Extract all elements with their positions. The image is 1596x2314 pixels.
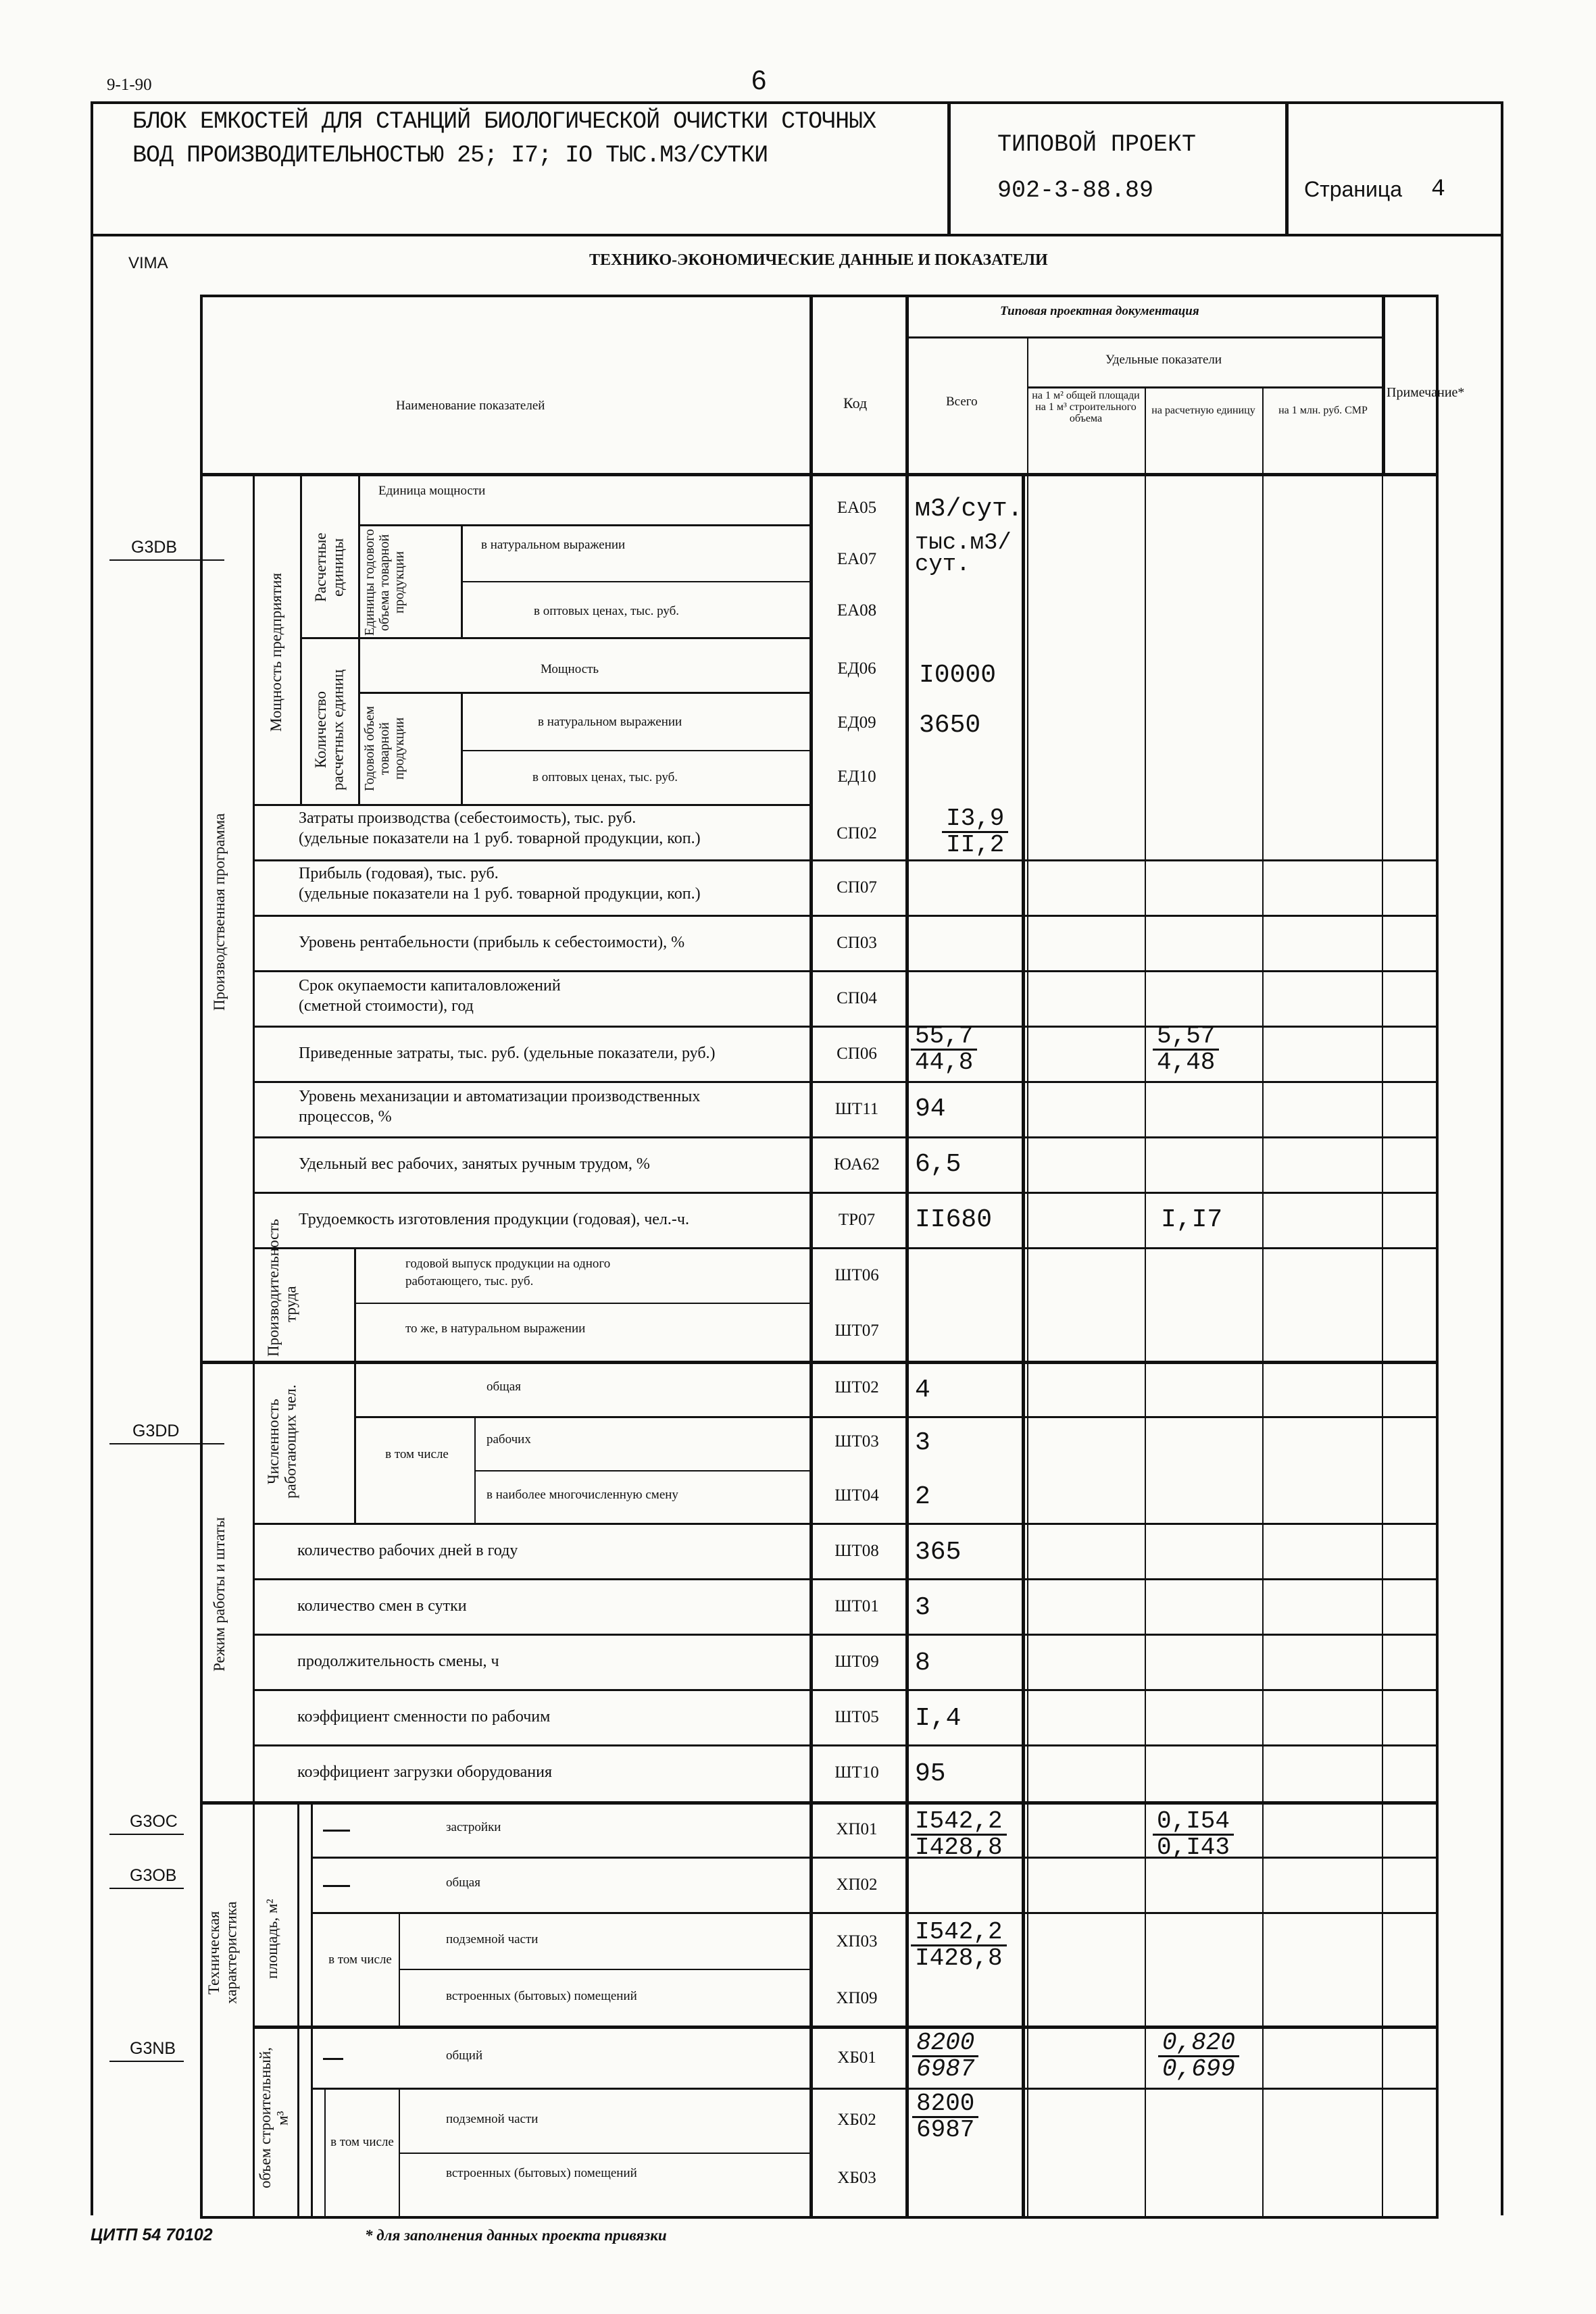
row-hb01-code: ХБ01 bbox=[837, 2048, 876, 2067]
header-title-line2: ВОД ПРОИЗВОДИТЕЛЬНОСТЬЮ 25; I7; IO ТЫС.М3/СУТКИ bbox=[132, 142, 768, 169]
row-hp09-name: встроенных (бытовых) помещений bbox=[446, 1989, 637, 2003]
row-hp01-code: ХП01 bbox=[836, 1820, 878, 1838]
row-sht09-total: 8 bbox=[915, 1649, 930, 1678]
row-sht07-name: то же, в натуральном выражении bbox=[405, 1322, 586, 1336]
row-sp06-total-num: 55,7 bbox=[911, 1024, 977, 1051]
row-hb02-total-num: 8200 bbox=[912, 2092, 978, 2118]
row-hp03-name: подземной части bbox=[446, 1932, 539, 1946]
row-sht10-name: коэффициент загрузки оборудования bbox=[297, 1763, 553, 1781]
row-hp01-unit-num: 0,I54 bbox=[1153, 1809, 1234, 1836]
group-prod-program: Производственная программа bbox=[211, 813, 228, 1011]
row-sht04-total: 2 bbox=[915, 1482, 930, 1511]
col-typical-doc-header: Типовая проектная документация bbox=[1000, 304, 1199, 318]
col-total-header: Всего bbox=[946, 395, 978, 409]
row-sht11-code: ШТ11 bbox=[834, 1100, 879, 1118]
row-sht02-total: 4 bbox=[915, 1376, 930, 1405]
row-sp03-code: СП03 bbox=[837, 934, 877, 952]
row-sht08-name: количество рабочих дней в году bbox=[297, 1542, 518, 1559]
row-hb02-total-den: 6987 bbox=[916, 2116, 975, 2144]
side-code-g3oc: G3OC bbox=[130, 1812, 178, 1831]
row-ea08-code: ЕА08 bbox=[837, 601, 877, 620]
row-ua62-name: Удельный вес рабочих, занятых ручным трудом, % bbox=[299, 1155, 650, 1173]
row-hb01-total-den: 6987 bbox=[916, 2055, 975, 2083]
row-sp02-name1: Затраты производства (себестоимость), тыс. руб. bbox=[299, 809, 637, 827]
row-ua62-total: 6,5 bbox=[915, 1150, 962, 1179]
row-hp03-total-den: I428,8 bbox=[915, 1944, 1003, 1972]
group-workers: Численность работающих чел. bbox=[265, 1384, 299, 1499]
row-sht01-name: количество смен в сутки bbox=[297, 1597, 467, 1615]
row-hp01-total bbox=[911, 1809, 1007, 1860]
row-tr07-code: ТР07 bbox=[838, 1211, 876, 1229]
row-sp06-unit bbox=[1153, 1024, 1219, 1075]
row-hp02-name: общая bbox=[446, 1876, 480, 1890]
row-hb03-code: ХБ03 bbox=[837, 2169, 876, 2187]
row-sht04-name: в наиболее многочисленную смену bbox=[487, 1488, 678, 1502]
row-ed09-name: в натуральном выражении bbox=[538, 715, 682, 729]
row-ed06-code: ЕД06 bbox=[837, 659, 876, 678]
group-annual-units: Единицы годового объема товарной продукции bbox=[362, 529, 407, 636]
row-sp07-code: СП07 bbox=[837, 878, 877, 897]
group-work-mode: Режим работы и штаты bbox=[211, 1517, 228, 1672]
page-value: 4 bbox=[1431, 176, 1446, 203]
row-hb03-name: встроенных (бытовых) помещений bbox=[446, 2166, 637, 2180]
row-tr07-name: Трудоемкость изготовления продукции (годовая), чел.-ч. bbox=[299, 1211, 689, 1228]
side-code-g3dd: G3DD bbox=[132, 1422, 180, 1440]
row-sht02-name: общая bbox=[487, 1380, 521, 1394]
col-name-header: Наименование показателей bbox=[396, 399, 545, 413]
row-sht03-name: рабочих bbox=[487, 1432, 531, 1447]
row-sht05-total: I,4 bbox=[915, 1704, 962, 1733]
row-ed06-name: Мощность bbox=[541, 662, 599, 676]
group-annual-volume: Годовой объем товарной продукции bbox=[362, 706, 407, 791]
row-hb01-unit-den: 0,699 bbox=[1162, 2055, 1236, 2083]
row-sht01-total: 3 bbox=[915, 1593, 930, 1622]
area-in-that-number: в том числе bbox=[328, 1953, 392, 1967]
row-sp02-name2: (удельные показатели на 1 руб. товарной продукции, коп.) bbox=[299, 830, 701, 847]
row-sht04-code: ШТ04 bbox=[834, 1486, 879, 1505]
row-hp01-unit bbox=[1153, 1809, 1234, 1860]
project-code: 902-3-88.89 bbox=[997, 177, 1154, 204]
row-hp03-total-num: I542,2 bbox=[911, 1920, 1007, 1946]
row-hp01-name: застройки bbox=[446, 1820, 501, 1834]
group-count-units: Количество расчетных единиц bbox=[312, 669, 347, 790]
row-hb02-total bbox=[912, 2092, 978, 2142]
group-volume: объем строительный, м³ bbox=[257, 2047, 291, 2189]
row-ea05-name: Единица мощности bbox=[378, 484, 486, 498]
row-sp06-code: СП06 bbox=[837, 1045, 877, 1063]
row-sht10-code: ШТ10 bbox=[834, 1763, 879, 1782]
side-code-g3ob: G3OB bbox=[130, 1866, 177, 1885]
row-hb01-unit bbox=[1158, 2031, 1239, 2082]
row-sht10-total: 95 bbox=[915, 1759, 946, 1788]
footer-code: ЦИТП 54 70102 bbox=[91, 2225, 213, 2244]
row-sp02-total bbox=[942, 807, 1008, 857]
row-hb01-name: общий bbox=[446, 2048, 483, 2063]
row-ua62-code: ЮА62 bbox=[834, 1155, 880, 1174]
row-sht01-code: ШТ01 bbox=[834, 1597, 879, 1615]
row-hb02-name: подземной части bbox=[446, 2112, 539, 2126]
row-hp03-total bbox=[911, 1920, 1007, 1971]
row-ed09-code: ЕД09 bbox=[837, 713, 876, 732]
row-sp02-code: СП02 bbox=[837, 824, 877, 842]
side-code-g3db: G3DB bbox=[131, 538, 178, 557]
row-sht11-total: 94 bbox=[915, 1095, 946, 1124]
row-sht11-name1: Уровень механизации и автоматизации производственных bbox=[299, 1088, 701, 1105]
row-sht09-name: продолжительность смены, ч bbox=[297, 1653, 499, 1670]
col-per-mln-header: на 1 млн. руб. СМР bbox=[1278, 405, 1368, 416]
row-sht05-name: коэффициент сменности по рабочим bbox=[297, 1708, 551, 1726]
row-sp06-name: Приведенные затраты, тыс. руб. (удельные показатели, руб.) bbox=[299, 1045, 716, 1062]
row-sp06-total bbox=[911, 1024, 977, 1075]
row-sp02-total-den: II,2 bbox=[946, 831, 1005, 859]
row-ed09-total: 3650 bbox=[919, 711, 981, 740]
row-hb01-total bbox=[912, 2031, 978, 2082]
row-sht05-code: ШТ05 bbox=[834, 1708, 879, 1726]
group-calc-units: Расчетные единицы bbox=[312, 532, 347, 603]
row-ea07-code: ЕА07 bbox=[837, 550, 877, 568]
row-sp06-unit-den: 4,48 bbox=[1157, 1049, 1216, 1076]
row-ea05-total: м3/сут. bbox=[915, 495, 1023, 524]
side-code-g3nb: G3NB bbox=[130, 2039, 176, 2058]
section-title: ТЕХНИКО-ЭКОНОМИЧЕСКИЕ ДАННЫЕ И ПОКАЗАТЕЛИ bbox=[589, 251, 1048, 269]
row-ea07-name: в натуральном выражении bbox=[481, 538, 626, 552]
col-per-m2-header: на 1 м² общей площади на 1 м³ строительного объема bbox=[1032, 390, 1140, 424]
row-hp02-code: ХП02 bbox=[836, 1876, 878, 1894]
row-sp06-total-den: 44,8 bbox=[915, 1049, 974, 1076]
row-ed06-total: I0000 bbox=[919, 661, 997, 690]
row-sp04-name2: (сметной стоимости), год bbox=[299, 997, 474, 1015]
page-label: Страница bbox=[1304, 177, 1403, 201]
row-sp06-unit-num: 5,57 bbox=[1153, 1024, 1219, 1051]
row-sp07-name1: Прибыль (годовая), тыс. руб. bbox=[299, 865, 499, 882]
row-hb01-unit-num: 0,820 bbox=[1158, 2031, 1239, 2057]
project-label: ТИПОВОЙ ПРОЕКТ bbox=[997, 131, 1197, 158]
row-hb02-code: ХБ02 bbox=[837, 2111, 876, 2129]
group-labor-prod: Производительность труда bbox=[265, 1219, 299, 1357]
workers-in-that-number: в том числе bbox=[385, 1447, 449, 1461]
row-sht07-code: ШТ07 bbox=[834, 1322, 879, 1340]
footer-note: * для заполнения данных проекта привязки bbox=[365, 2227, 667, 2244]
row-sp02-total-num: I3,9 bbox=[942, 807, 1008, 833]
row-sht11-name2: процессов, % bbox=[299, 1108, 392, 1126]
row-ea08-name: в оптовых ценах, тыс. руб. bbox=[534, 604, 680, 618]
row-ed10-code: ЕД10 bbox=[837, 768, 876, 786]
doc-number: 9-1-90 bbox=[107, 76, 152, 94]
row-hp09-code: ХП09 bbox=[836, 1989, 878, 2007]
row-sp04-code: СП04 bbox=[837, 989, 877, 1007]
row-sht06-name1: годовой выпуск продукции на одного bbox=[405, 1257, 611, 1271]
row-sht06-name2: работающего, тыс. руб. bbox=[405, 1274, 534, 1288]
volume-in-that-number: в том числе bbox=[330, 2135, 394, 2149]
col-per-unit-header: на расчетную единицу bbox=[1151, 405, 1255, 416]
row-tr07-total: II680 bbox=[915, 1205, 993, 1234]
row-sht08-code: ШТ08 bbox=[834, 1542, 879, 1560]
row-sht03-total: 3 bbox=[915, 1428, 930, 1457]
row-sht08-total: 365 bbox=[915, 1538, 962, 1567]
row-hp03-code: ХП03 bbox=[836, 1932, 878, 1951]
row-sp07-name2: (удельные показатели на 1 руб. товарной продукции, коп.) bbox=[299, 885, 701, 903]
group-area: площадь, м² bbox=[264, 1898, 280, 1980]
row-hp01-total-den: I428,8 bbox=[915, 1834, 1003, 1861]
col-note-header: Примечание* bbox=[1387, 385, 1465, 400]
group-tech-char: Техническая характеристика bbox=[205, 1901, 240, 2004]
row-hb01-total-num: 8200 bbox=[912, 2031, 978, 2057]
row-sp03-name: Уровень рентабельности (прибыль к себестоимости), % bbox=[299, 934, 685, 951]
row-hp01-unit-den: 0,I43 bbox=[1157, 1834, 1230, 1861]
group-capacity: Мощность предприятия bbox=[268, 572, 284, 732]
section-code: VIMA bbox=[128, 254, 168, 272]
col-code-header: Код bbox=[843, 395, 868, 411]
col-specific-header: Удельные показатели bbox=[1105, 353, 1222, 367]
row-sp04-name1: Срок окупаемости капиталовложений bbox=[299, 977, 561, 995]
row-sht03-code: ШТ03 bbox=[834, 1432, 879, 1451]
row-tr07-unit: I,I7 bbox=[1161, 1205, 1223, 1234]
row-ea07-total: тыс.м3/сут. bbox=[915, 530, 1012, 578]
header-title-line1: БЛОК ЕМКОСТЕЙ ДЛЯ СТАНЦИЙ БИОЛОГИЧЕСКОЙ ОЧИСТКИ СТОЧНЫХ bbox=[132, 108, 876, 135]
row-hp01-total-num: I542,2 bbox=[911, 1809, 1007, 1836]
row-sht02-code: ШТ02 bbox=[834, 1378, 879, 1397]
page-number: 6 bbox=[751, 66, 767, 95]
row-sht09-code: ШТ09 bbox=[834, 1653, 879, 1671]
row-ed10-name: в оптовых ценах, тыс. руб. bbox=[532, 770, 678, 784]
row-sht06-code: ШТ06 bbox=[834, 1266, 879, 1284]
row-ea05-code: ЕА05 bbox=[837, 499, 877, 517]
